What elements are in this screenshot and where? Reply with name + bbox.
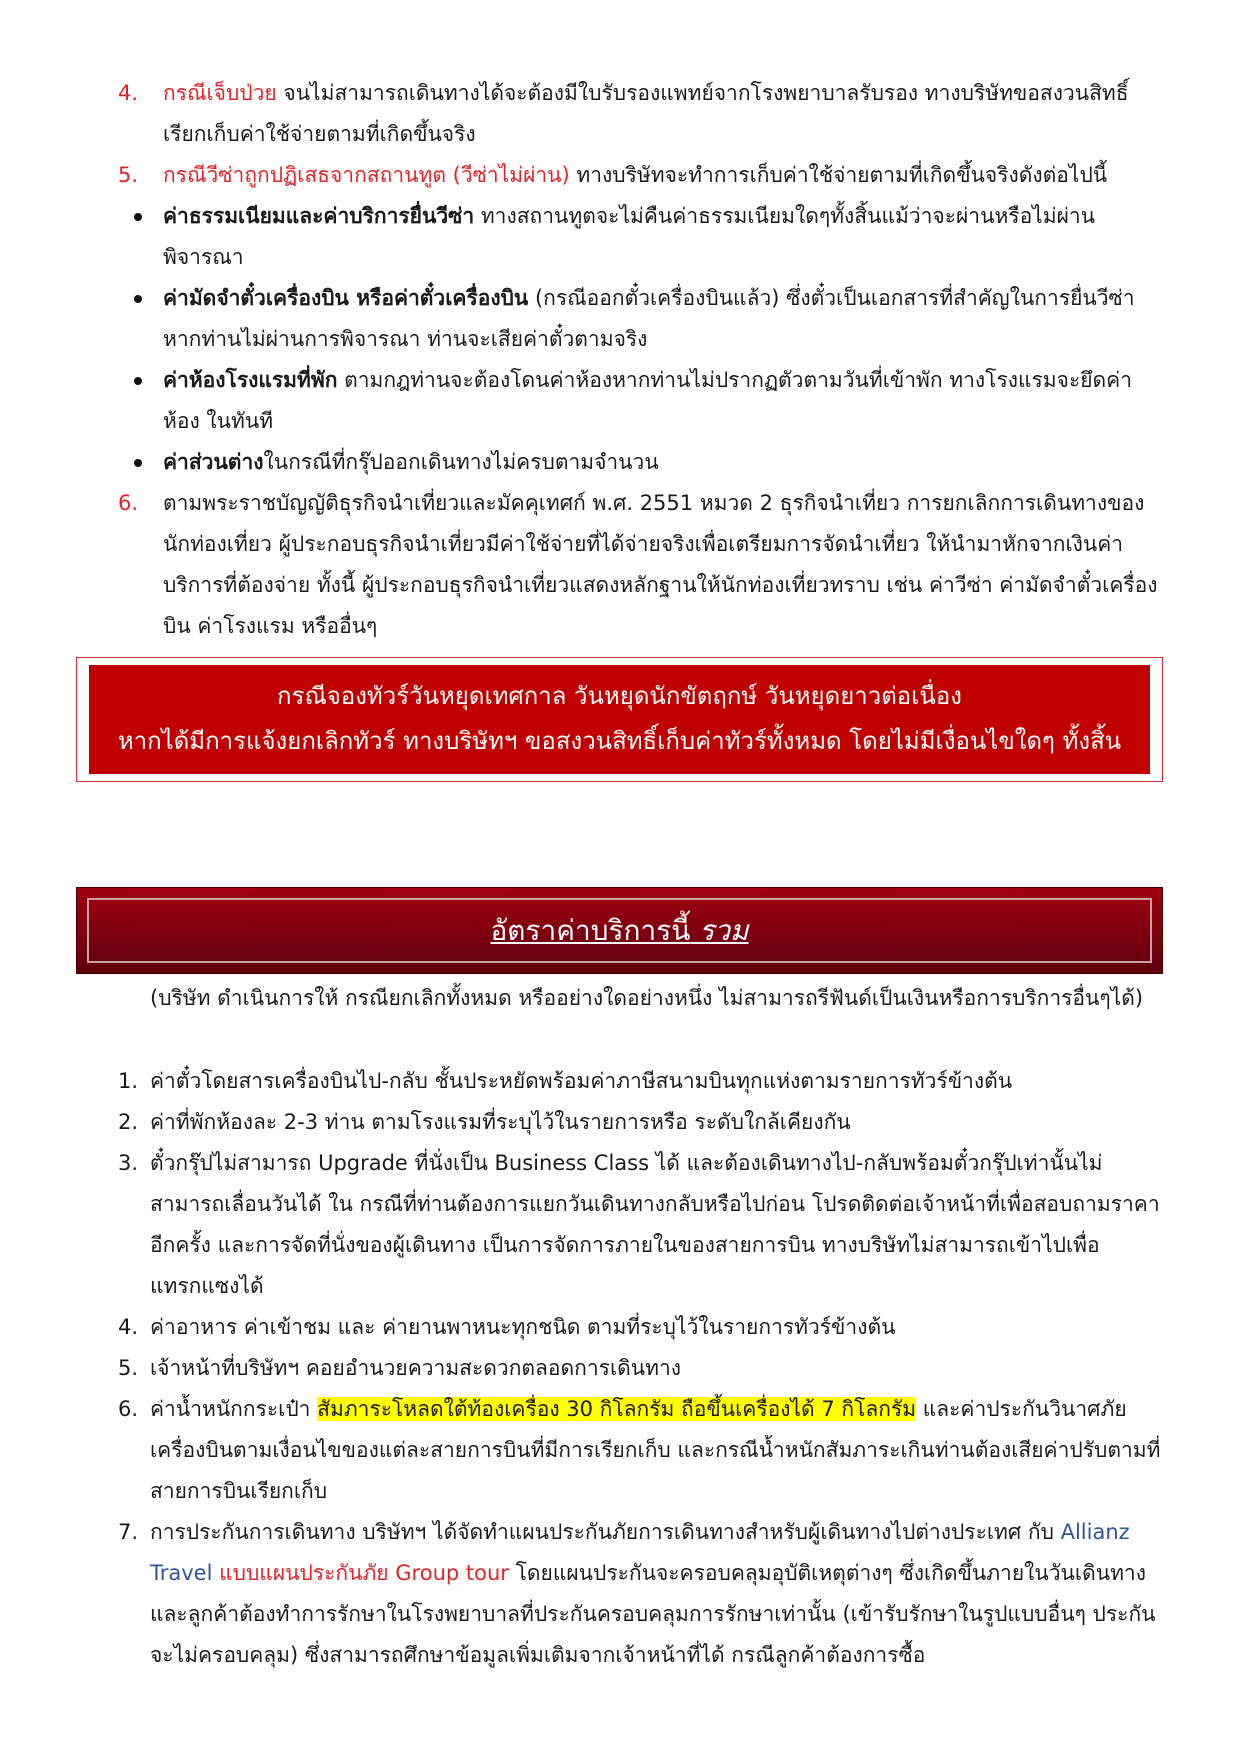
list-item [0,73,1241,155]
item-text: และค่าประกันวินาศภัยเครื่องบินตามเงื่อนไขของแต่ละสายการบินที่มีการเรียกเก็บ และกรณีน้ำหนักสัมภาระเกินท่านต้องเสียค่าปรับตามที่สายการบินเรียกเก็บ [150,1397,1161,1503]
list-item [0,1061,1241,1102]
item-number: 4. [118,81,139,105]
item-number: 5. [118,163,139,187]
bullet-bold: ค่าธรรมเนียมและค่าบริการยื่นวีซ่า [163,204,475,228]
list-item [0,1143,1241,1307]
list-item [0,1348,1241,1389]
list-item [0,1512,1241,1676]
item-number: 2. [118,1110,139,1134]
list-item [0,1389,1241,1512]
item-number: 3. [118,1151,139,1175]
item-number: 6. [118,491,139,515]
item-text: โดยแผนประกันจะครอบคลุมอุบัติเหตุต่างๆ ซึ่งเกิดขึ้นภายในวันเดินทาง และลูกค้าต้องทำการรักษาในโรงพยาบาลที่ประกันครอบคลุมการรักษาเท่านั้น (เข้ารับรักษาในรูปแบบอื่นๆ ประกันจะไม่ครอบคลุม) ซึ่งสามารถศึกษาข้อมูลเพิ่มเติมจากเจ้าหน้าที่ได้ กรณีลูกค้าต้องการซื้อ [150,1561,1156,1667]
item-text: ค่าน้ำหนักกระเป๋า [150,1397,318,1421]
item-number: 1. [118,1069,139,1093]
item-text: จนไม่สามารถเดินทางได้จะต้องมีใบรับรองแพทย์จากโรงพยาบาลรับรอง ทางบริษัทขอสงวนสิทธิ์เรียกเก็บค่าใช้จ่ายตามที่เกิดขึ้นจริง [163,81,1129,146]
item-number: 6. [118,1397,139,1421]
list-item [0,1307,1241,1348]
bullet-dot-icon [134,377,142,385]
bullet-bold: ค่ามัดจำตั๋วเครื่องบิน หรือค่าตั๋วเครื่องบิน [163,286,529,310]
baggage-highlight: สัมภาระโหลดใต้ท้องเครื่อง 30 กิโลกรัม ถือขึ้นเครื่องได้ 7 กิโลกรัม [317,1397,917,1421]
bullet-text: ทางสถานทูตจะไม่คืนค่าธรรมเนียมใดๆทั้งสิ้นแม้ว่าจะผ่านหรือไม่ผ่านพิจารณา [163,204,1096,269]
holiday-notice-box [76,657,1163,782]
item-text: ตามพระราชบัญญัติธุรกิจนำเที่ยวและมัคคุเทศก์ พ.ศ. 2551 หมวด 2 ธุรกิจนำเที่ยว การยกเลิกการเดินทางของนักท่องเที่ยว ผู้ประกอบธุรกิจนำเที่ยวมีค่าใช้จ่ายที่ได้จ่ายจริงเพื่อเตรียมการจัดนำเที่ยว ให้นำมาหักจากเงินค่าบริการที่ต้องจ่าย ทั้งนี้ ผู้ประกอบธุรกิจนำเที่ยวแสดงหลักฐานให้นักท่องเที่ยวทราบ เช่น ค่าวีซ่า ค่ามัดจำตั๋วเครื่องบิน ค่าโรงแรม หรืออื่นๆ [163,491,1158,638]
section-banner [76,887,1163,974]
bullet-bold: ค่าส่วนต่าง [163,450,264,474]
item-text: ค่าตั๋วโดยสารเครื่องบินไป-กลับ ชั้นประหยัดพร้อมค่าภาษีสนามบินทุกแห่งตามรายการทัวร์ข้างต้น [150,1069,1013,1093]
list-item [0,1102,1241,1143]
notice-line-1: กรณีจองทัวร์วันหยุดเทศกาล วันหยุดนักขัตฤกษ์ วันหยุดยาวต่อเนื่อง [277,682,962,710]
bullet-text: (กรณีออกตั๋วเครื่องบินแล้ว) ซึ่งตั๋วเป็นเอกสารที่สำคัญในการยื่นวีซ่า หากท่านไม่ผ่านการพิจารณา ท่านจะเสียค่าตั๋วตามจริง [163,286,1135,351]
section-title-text: อัตราค่าบริการนี้ [490,914,691,947]
item-text: ค่าอาหาร ค่าเข้าชม และ ค่ายานพาหนะทุกชนิด ตามที่ระบุไว้ในรายการทัวร์ข้างต้น [150,1315,896,1339]
bullet-dot-icon [134,213,142,221]
bullet-item [0,442,1241,483]
bullet-dot-icon [134,459,142,467]
item-text: การประกันการเดินทาง บริษัทฯ ได้จัดทำแผนประกันภัยการเดินทางสำหรับผู้เดินทางไปต่างประเทศ กับ [150,1520,1061,1544]
item-text: ค่าที่พักห้องละ 2-3 ท่าน ตามโรงแรมที่ระบุไว้ในรายการหรือ ระดับใกล้เคียงกัน [150,1110,851,1134]
item-text: เจ้าหน้าที่บริษัทฯ คอยอำนวยความสะดวกตลอดการเดินทาง [150,1356,682,1380]
section-intro: (บริษัท ดำเนินการให้ กรณียกเลิกทั้งหมด หรืออย่างใดอย่างหนึ่ง ไม่สามารถรีฟันด์เป็นเงินหรือการบริการอื่นๆได้) [150,986,1144,1010]
list-item [0,155,1241,196]
bullet-text: ในกรณีที่กรุ๊ปออกเดินทางไม่ครบตามจำนวน [263,450,659,474]
cancellation-conditions-list [0,73,1241,647]
item-text: ตั๋วกรุ๊ปไม่สามารถ Upgrade ที่นั่งเป็น Business Class ได้ และต้องเดินทางไป-กลับพร้อมตั๋วกรุ๊ปเท่านั้นไม่สามารถเลื่อนวันได้ ใน กรณีที่ท่านต้องการแยกวันเดินทางกลับหรือไปก่อน โปรดติดต่อเจ้าหน้าที่เพื่อสอบถามราคาอีกครั้ง และการจัดที่นั่งของผู้เดินทาง เป็นการจัดการภายในของสายการบิน ทางบริษัทไม่สามารถเข้าไปเพื่อแทรกแซงได้ [150,1151,1160,1298]
list-item [0,483,1241,647]
item-lead: กรณีเจ็บป่วย [163,81,277,105]
item-number: 5. [118,1356,139,1380]
bullet-bold: ค่าห้องโรงแรมที่พัก [163,368,338,392]
item-lead: กรณีวีซ่าถูกปฏิเสธจากสถานทูต (วีซ่าไม่ผ่าน) [163,163,570,187]
insurance-plan: แบบแผนประกันภัย Group tour [212,1561,509,1585]
item-text: ทางบริษัทจะทำการเก็บค่าใช้จ่ายตามที่เกิดขึ้นจริงดังต่อไปนี้ [569,163,1108,187]
notice-line-2: หากได้มีการแจ้งยกเลิกทัวร์ ทางบริษัทฯ ขอสงวนสิทธิ์เก็บค่าทัวร์ทั้งหมด โดยไม่มีเงื่อนไขใดๆ ทั้งสิ้น [117,727,1122,755]
bullet-item [0,278,1241,360]
bullet-text: ตามกฎท่านจะต้องโดนค่าห้องหากท่านไม่ปรากฏตัวตามวันที่เข้าพัก ทางโรงแรมจะยึดค่าห้อง ในทันที [163,368,1133,433]
bullet-item [0,360,1241,442]
bullet-item [0,196,1241,278]
section-title [77,907,1162,955]
item-number: 7. [118,1520,139,1544]
section-title-emphasis: รวม [699,914,749,947]
included-services-list [0,1061,1241,1676]
item-number: 4. [118,1315,139,1339]
bullet-dot-icon [134,295,142,303]
insurer-name: Allianz Travel [150,1520,1130,1585]
holiday-notice-panel [89,665,1150,774]
